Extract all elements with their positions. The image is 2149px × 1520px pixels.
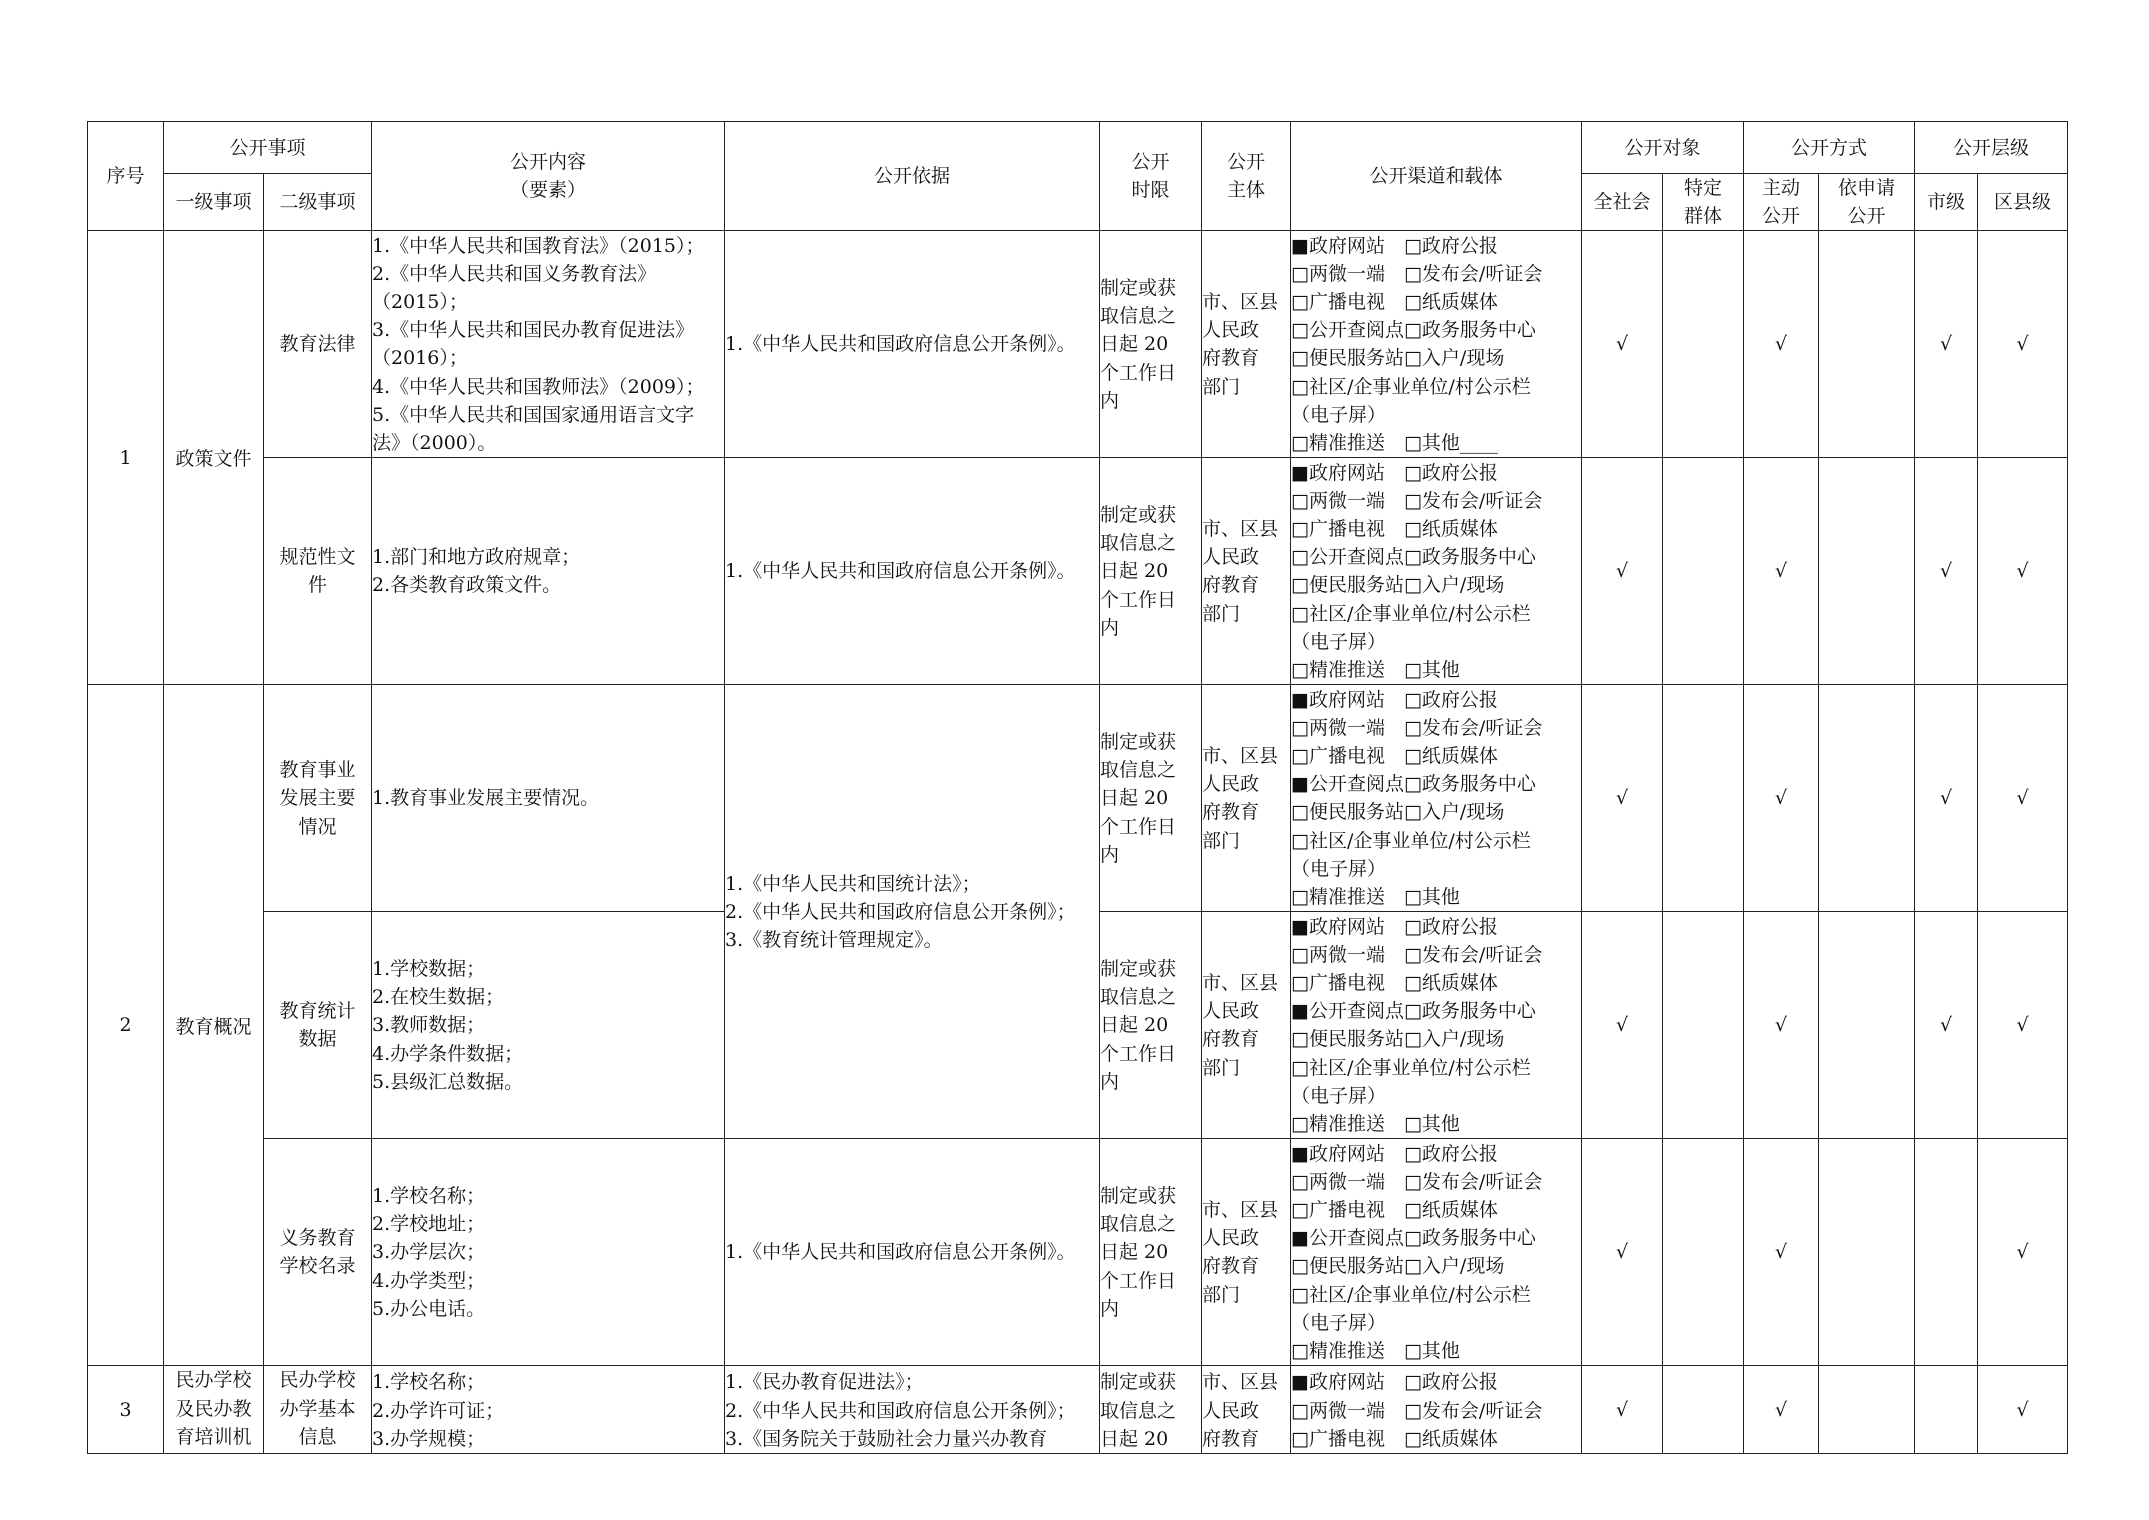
tick-city bbox=[1915, 1139, 1978, 1366]
tick-active: √ bbox=[1744, 1139, 1819, 1366]
text-line: □精准推送 □其他 bbox=[1291, 1113, 1460, 1136]
text-line: （电子屏） bbox=[1291, 857, 1387, 880]
header-content: 公开内容 （要素） bbox=[372, 122, 725, 231]
text-line: 市、区县 bbox=[1202, 745, 1279, 767]
text-line: 制定或获 bbox=[1100, 1184, 1177, 1207]
tick-active: √ bbox=[1744, 685, 1819, 912]
tick-city: √ bbox=[1915, 231, 1978, 458]
text-line: 3.办学规模； bbox=[372, 1427, 486, 1450]
text-line: ■政府网站 □政府公报 bbox=[1291, 461, 1498, 484]
text-line: □广播电视 □纸质媒体 bbox=[1291, 291, 1498, 313]
text-line: 内 bbox=[1100, 616, 1120, 639]
header-channel: 公开渠道和载体 bbox=[1291, 122, 1582, 231]
text-line: 内 bbox=[1100, 1297, 1120, 1320]
tick-county: √ bbox=[1978, 1366, 2068, 1454]
tick-all: √ bbox=[1582, 685, 1663, 912]
text-line: 5.县级汇总数据。 bbox=[372, 1070, 524, 1093]
text-line: 府教育 bbox=[1202, 801, 1260, 824]
text-line: ■公开查阅点□政务服务中心 bbox=[1291, 1000, 1536, 1023]
text-line: □便民服务站□入户/现场 bbox=[1291, 801, 1505, 824]
text-line: □便民服务站□入户/现场 bbox=[1291, 347, 1505, 370]
row-period bbox=[1100, 458, 1202, 685]
text-line: □广播电视 □纸质媒体 bbox=[1291, 1199, 1498, 1221]
text-line: 5.《中华人民共和国国家通用语言文字 bbox=[372, 403, 695, 426]
text-line: 府教育 bbox=[1202, 347, 1260, 370]
text-line: 数据 bbox=[298, 1028, 337, 1051]
row-basis bbox=[725, 231, 1100, 458]
tick-request bbox=[1819, 1139, 1915, 1366]
text-line: □两微一端 □发布会/听证会 bbox=[1291, 262, 1543, 285]
row-period bbox=[1100, 1139, 1202, 1366]
text-line: 市、区县 bbox=[1202, 1371, 1279, 1394]
text-line: 府教育 bbox=[1202, 1427, 1260, 1450]
row-content bbox=[372, 685, 725, 912]
row-period bbox=[1100, 1366, 1202, 1454]
row-channel bbox=[1291, 231, 1582, 458]
text-line: 3.《中华人民共和国民办教育促进法》 bbox=[372, 319, 695, 342]
tick-specific bbox=[1663, 912, 1744, 1139]
text-line: 日起 20 bbox=[1100, 1427, 1169, 1450]
row-level2 bbox=[264, 458, 372, 685]
text-line: □两微一端 □发布会/听证会 bbox=[1291, 943, 1543, 966]
row-channel bbox=[1291, 458, 1582, 685]
text-line: □便民服务站□入户/现场 bbox=[1291, 574, 1505, 597]
row-subject bbox=[1202, 685, 1291, 912]
row-content bbox=[372, 231, 725, 458]
text-line: 取信息之 bbox=[1100, 305, 1177, 328]
tick-request bbox=[1819, 685, 1915, 912]
text-line: （2015）； bbox=[372, 291, 468, 313]
row-level2 bbox=[264, 231, 372, 458]
text-line: 及民办教 bbox=[175, 1397, 252, 1420]
text-line: 义务教育 bbox=[279, 1227, 356, 1250]
header-method: 公开方式 bbox=[1744, 122, 1915, 174]
row-level2 bbox=[264, 912, 372, 1139]
disclosure-table bbox=[87, 121, 2068, 1454]
tick-specific bbox=[1663, 458, 1744, 685]
header-level1: 一级事项 bbox=[164, 174, 264, 231]
text-line: 人民政 bbox=[1202, 1399, 1260, 1422]
tick-specific bbox=[1663, 685, 1744, 912]
row-basis bbox=[725, 1139, 1100, 1366]
text-line: 市、区县 bbox=[1202, 972, 1279, 994]
text-line: □广播电视 □纸质媒体 bbox=[1291, 518, 1498, 540]
text-line: 1.学校名称； bbox=[372, 1371, 486, 1394]
tick-request bbox=[1819, 458, 1915, 685]
text-line: 3.《国务院关于鼓励社会力量兴办教育 bbox=[725, 1427, 1048, 1450]
text-line: 日起 20 bbox=[1100, 787, 1169, 810]
text-line: ■公开查阅点□政务服务中心 bbox=[1291, 1227, 1536, 1250]
row-content bbox=[372, 1366, 725, 1454]
text-line: □精准推送 □其他 bbox=[1291, 886, 1460, 909]
text-line: 1.学校数据； bbox=[372, 957, 486, 980]
header-target-specific: 特定 群体 bbox=[1663, 174, 1744, 231]
text-line: 件 bbox=[308, 574, 328, 597]
table-header bbox=[88, 122, 2068, 231]
text-line: □广播电视 □纸质媒体 bbox=[1291, 1427, 1498, 1450]
text-line: 1.《中华人民共和国教育法》（2015）； bbox=[372, 234, 705, 257]
table-row bbox=[88, 1366, 2068, 1454]
row-subject bbox=[1202, 1366, 1291, 1454]
header-method-request: 依申请 公开 bbox=[1819, 174, 1915, 231]
header-target: 公开对象 bbox=[1582, 122, 1744, 174]
text-line: 部门 bbox=[1202, 1283, 1241, 1306]
text-line: 2.办学许可证； bbox=[372, 1399, 505, 1422]
text-line: 取信息之 bbox=[1100, 1213, 1177, 1236]
text-line: （电子屏） bbox=[1291, 1084, 1387, 1107]
text-line: 制定或获 bbox=[1100, 957, 1177, 980]
text-line: 部门 bbox=[1202, 1056, 1241, 1079]
text-line: 日起 20 bbox=[1100, 560, 1169, 583]
text-line: ■政府网站 □政府公报 bbox=[1291, 688, 1498, 711]
row-content bbox=[372, 458, 725, 685]
text-line: 2.学校地址； bbox=[372, 1213, 486, 1236]
group-seq: 1 bbox=[88, 231, 164, 685]
header-basis: 公开依据 bbox=[725, 122, 1100, 231]
text-line: 内 bbox=[1100, 389, 1120, 412]
row-subject bbox=[1202, 231, 1291, 458]
text-line: 3.教师数据； bbox=[372, 1014, 486, 1037]
group-level1: 政策文件 bbox=[164, 231, 264, 685]
text-line: ■政府网站 □政府公报 bbox=[1291, 234, 1498, 257]
tick-specific bbox=[1663, 231, 1744, 458]
row-basis bbox=[725, 685, 1100, 1139]
text-line: 市、区县 bbox=[1202, 518, 1279, 540]
header-target-all: 全社会 bbox=[1582, 174, 1663, 231]
table-body bbox=[88, 231, 2068, 1454]
row-basis bbox=[725, 458, 1100, 685]
text-line: 4.办学条件数据； bbox=[372, 1042, 524, 1065]
tick-all: √ bbox=[1582, 1139, 1663, 1366]
text-line: 取信息之 bbox=[1100, 986, 1177, 1009]
text-line: 府教育 bbox=[1202, 1028, 1260, 1051]
header-subject: 公开 主体 bbox=[1202, 122, 1291, 231]
text-line: 教育事业 bbox=[279, 759, 356, 782]
row-subject bbox=[1202, 1139, 1291, 1366]
text-line: ■政府网站 □政府公报 bbox=[1291, 1371, 1498, 1394]
header-period: 公开 时限 bbox=[1100, 122, 1202, 231]
text-line: □广播电视 □纸质媒体 bbox=[1291, 972, 1498, 994]
group-seq: 2 bbox=[88, 685, 164, 1366]
row-period bbox=[1100, 912, 1202, 1139]
text-line: 1.《民办教育促进法》； bbox=[725, 1371, 924, 1394]
text-line: 2.《中华人民共和国义务教育法》 bbox=[372, 262, 657, 285]
text-line: ■政府网站 □政府公报 bbox=[1291, 915, 1498, 938]
text-line: 情况 bbox=[298, 815, 337, 838]
row-level2 bbox=[264, 685, 372, 912]
row-subject bbox=[1202, 912, 1291, 1139]
text-line: □两微一端 □发布会/听证会 bbox=[1291, 716, 1543, 739]
text-line: □精准推送 □其他 bbox=[1291, 1340, 1460, 1363]
text-line: （电子屏） bbox=[1291, 1311, 1387, 1334]
text-line: 发展主要 bbox=[279, 787, 356, 810]
group-level1 bbox=[164, 1366, 264, 1454]
row-period bbox=[1100, 231, 1202, 458]
group-seq: 3 bbox=[88, 1366, 164, 1454]
text-line: □社区/企事业单位/村公示栏 bbox=[1291, 375, 1531, 398]
text-line: 日起 20 bbox=[1100, 1014, 1169, 1037]
text-line: 府教育 bbox=[1202, 1255, 1260, 1278]
text-line: 1.部门和地方政府规章； bbox=[372, 546, 581, 569]
header-method-active: 主动 公开 bbox=[1744, 174, 1819, 231]
group-level1: 教育概况 bbox=[164, 685, 264, 1366]
text-line: □社区/企事业单位/村公示栏 bbox=[1291, 829, 1531, 852]
text-line: 日起 20 bbox=[1100, 1241, 1169, 1264]
text-line: 制定或获 bbox=[1100, 1371, 1177, 1394]
text-line: □公开查阅点□政务服务中心 bbox=[1291, 319, 1536, 342]
text-line: 内 bbox=[1100, 843, 1120, 866]
tick-request bbox=[1819, 1366, 1915, 1454]
text-line: 2.在校生数据； bbox=[372, 986, 505, 1009]
tick-active: √ bbox=[1744, 458, 1819, 685]
row-level2 bbox=[264, 1139, 372, 1366]
text-line: 制定或获 bbox=[1100, 503, 1177, 526]
tick-city: √ bbox=[1915, 912, 1978, 1139]
tick-all: √ bbox=[1582, 231, 1663, 458]
text-line: 2.各类教育政策文件。 bbox=[372, 574, 562, 597]
tick-city: √ bbox=[1915, 685, 1978, 912]
tick-city bbox=[1915, 1366, 1978, 1454]
text-line: 1.《中华人民共和国政府信息公开条例》。 bbox=[725, 560, 1076, 583]
text-line: ■公开查阅点□政务服务中心 bbox=[1291, 773, 1536, 796]
text-line: 教育统计 bbox=[279, 1000, 356, 1023]
text-line: □便民服务站□入户/现场 bbox=[1291, 1255, 1505, 1278]
tick-all: √ bbox=[1582, 458, 1663, 685]
text-line: □社区/企事业单位/村公示栏 bbox=[1291, 602, 1531, 625]
tick-county: √ bbox=[1978, 458, 2068, 685]
text-line: 规范性文 bbox=[279, 546, 356, 569]
header-tier-county: 区县级 bbox=[1978, 174, 2068, 231]
tick-active: √ bbox=[1744, 1366, 1819, 1454]
tick-specific bbox=[1663, 1366, 1744, 1454]
text-line: 4.《中华人民共和国教师法》（2009）； bbox=[372, 375, 705, 398]
row-content bbox=[372, 912, 725, 1139]
text-line: □两微一端 □发布会/听证会 bbox=[1291, 1399, 1543, 1422]
text-line: 1.学校名称； bbox=[372, 1184, 486, 1207]
header-tier: 公开层级 bbox=[1915, 122, 2068, 174]
tick-active: √ bbox=[1744, 231, 1819, 458]
text-line: 制定或获 bbox=[1100, 276, 1177, 299]
text-line: 法》（2000）。 bbox=[372, 432, 497, 455]
tick-city: √ bbox=[1915, 458, 1978, 685]
text-line: 个工作日 bbox=[1100, 1269, 1177, 1292]
text-line: 4.办学类型； bbox=[372, 1269, 486, 1292]
text-line: 人民政 bbox=[1202, 1000, 1260, 1023]
tick-request bbox=[1819, 912, 1915, 1139]
row-subject bbox=[1202, 458, 1291, 685]
tick-all: √ bbox=[1582, 1366, 1663, 1454]
table-row bbox=[88, 231, 2068, 458]
text-line: 信息 bbox=[298, 1425, 337, 1448]
tick-all: √ bbox=[1582, 912, 1663, 1139]
text-line: □公开查阅点□政务服务中心 bbox=[1291, 546, 1536, 569]
row-content bbox=[372, 1139, 725, 1366]
text-line: □社区/企事业单位/村公示栏 bbox=[1291, 1056, 1531, 1079]
row-channel bbox=[1291, 1139, 1582, 1366]
text-line: 人民政 bbox=[1202, 546, 1260, 569]
tick-county: √ bbox=[1978, 231, 2068, 458]
text-line: 个工作日 bbox=[1100, 588, 1177, 611]
tick-specific bbox=[1663, 1139, 1744, 1366]
text-line: （电子屏） bbox=[1291, 403, 1387, 426]
text-line: □精准推送 □其他____ bbox=[1291, 432, 1498, 455]
text-line: □精准推送 □其他 bbox=[1291, 659, 1460, 682]
text-line: 5.办公电话。 bbox=[372, 1297, 486, 1320]
text-line: 民办学校 bbox=[175, 1369, 252, 1392]
text-line: （2016）； bbox=[372, 347, 468, 370]
text-line: 部门 bbox=[1202, 602, 1241, 625]
text-line: 1.《中华人民共和国统计法》； bbox=[725, 872, 981, 895]
text-line: 取信息之 bbox=[1100, 759, 1177, 782]
table-row bbox=[88, 458, 2068, 685]
row-period bbox=[1100, 685, 1202, 912]
text-line: 1.教育事业发展主要情况。 bbox=[372, 787, 600, 810]
text-line: □社区/企事业单位/村公示栏 bbox=[1291, 1283, 1531, 1306]
header-level2: 二级事项 bbox=[264, 174, 372, 231]
text-line: 个工作日 bbox=[1100, 1042, 1177, 1065]
row-channel bbox=[1291, 912, 1582, 1139]
header-tier-city: 市级 bbox=[1915, 174, 1978, 231]
row-channel bbox=[1291, 685, 1582, 912]
text-line: 1.《中华人民共和国政府信息公开条例》。 bbox=[725, 1241, 1076, 1264]
table-row bbox=[88, 1139, 2068, 1366]
text-line: 部门 bbox=[1202, 375, 1241, 398]
header-item: 公开事项 bbox=[164, 122, 372, 174]
text-line: 人民政 bbox=[1202, 773, 1260, 796]
row-channel bbox=[1291, 1366, 1582, 1454]
row-basis bbox=[725, 1366, 1100, 1454]
text-line: 育培训机 bbox=[175, 1425, 252, 1448]
text-line: 3.办学层次； bbox=[372, 1241, 486, 1264]
tick-active: √ bbox=[1744, 912, 1819, 1139]
text-line: □便民服务站□入户/现场 bbox=[1291, 1028, 1505, 1051]
text-line: 人民政 bbox=[1202, 1227, 1260, 1250]
text-line: 1.《中华人民共和国政府信息公开条例》。 bbox=[725, 333, 1076, 356]
text-line: 个工作日 bbox=[1100, 815, 1177, 838]
row-level2 bbox=[264, 1366, 372, 1454]
tick-county: √ bbox=[1978, 1139, 2068, 1366]
table-row bbox=[88, 685, 2068, 912]
tick-county: √ bbox=[1978, 912, 2068, 1139]
text-line: 2.《中华人民共和国政府信息公开条例》； bbox=[725, 1399, 1076, 1422]
text-line: ■政府网站 □政府公报 bbox=[1291, 1142, 1498, 1165]
text-line: 市、区县 bbox=[1202, 1199, 1279, 1221]
text-line: □广播电视 □纸质媒体 bbox=[1291, 745, 1498, 767]
text-line: 办学基本 bbox=[279, 1397, 356, 1420]
text-line: 3.《教育统计管理规定》。 bbox=[725, 929, 943, 951]
text-line: 制定或获 bbox=[1100, 730, 1177, 753]
text-line: □两微一端 □发布会/听证会 bbox=[1291, 489, 1543, 512]
text-line: 部门 bbox=[1202, 829, 1241, 852]
text-line: 内 bbox=[1100, 1070, 1120, 1093]
text-line: 2.《中华人民共和国政府信息公开条例》； bbox=[725, 900, 1076, 923]
text-line: 日起 20 bbox=[1100, 333, 1169, 356]
text-line: 市、区县 bbox=[1202, 291, 1279, 313]
header-seq: 序号 bbox=[88, 122, 164, 231]
text-line: 府教育 bbox=[1202, 574, 1260, 597]
text-line: 个工作日 bbox=[1100, 361, 1177, 384]
tick-request bbox=[1819, 231, 1915, 458]
text-line: 取信息之 bbox=[1100, 532, 1177, 555]
text-line: 学校名录 bbox=[279, 1255, 356, 1278]
text-line: 取信息之 bbox=[1100, 1399, 1177, 1422]
text-line: （电子屏） bbox=[1291, 630, 1387, 653]
text-line: □两微一端 □发布会/听证会 bbox=[1291, 1170, 1543, 1193]
text-line: 民办学校 bbox=[279, 1369, 356, 1392]
tick-county: √ bbox=[1978, 685, 2068, 912]
text-line: 人民政 bbox=[1202, 319, 1260, 342]
text-line: 教育法律 bbox=[279, 333, 356, 356]
